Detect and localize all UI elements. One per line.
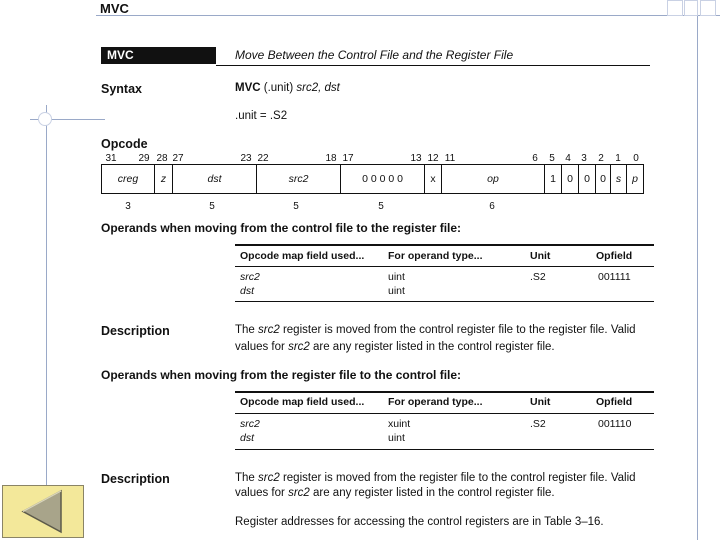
table1-col-type: For operand type... (388, 250, 483, 262)
desc1-label: Description (101, 324, 170, 338)
desc2-line3: Register addresses for accessing the control registers are in Table 3–16. (235, 516, 604, 528)
desc2-label: Description (101, 472, 170, 486)
table1-cell: 001111 (598, 271, 631, 283)
desc2-text: register is moved from the register file to the control register file. Valid (279, 472, 636, 484)
bit-number: 18 (325, 153, 337, 164)
back-button[interactable] (2, 485, 84, 538)
table1-col-field: Opcode map field used... (240, 250, 365, 262)
bit-number: 29 (138, 153, 150, 164)
frame-square (667, 0, 683, 16)
frame-square (700, 0, 716, 16)
instruction-description: Move Between the Control File and the Register File (235, 48, 514, 62)
instruction-label: MVC (101, 47, 216, 64)
table2-col-opfield: Opfield (596, 396, 633, 408)
table1-header-rule (235, 266, 654, 267)
table1-cell: uint (388, 271, 405, 283)
desc2-operand: src2 (288, 487, 310, 499)
section1-heading: Operands when moving from the control file to the register file: (101, 221, 462, 235)
field-x: x (425, 165, 442, 193)
opcode-label: Opcode (101, 137, 148, 151)
syntax-unit-note: .unit = .S2 (235, 110, 288, 122)
desc1-line1 (235, 324, 636, 336)
table1-cell: src2 (240, 271, 260, 283)
frame-line-left (46, 105, 47, 485)
bit-number: 5 (549, 153, 555, 164)
bit-number: 27 (172, 153, 184, 164)
desc2-line1 (235, 472, 636, 484)
table1-col-unit: Unit (530, 250, 551, 262)
frame-line-top (96, 15, 720, 16)
triangle-left-icon (3, 486, 83, 537)
field-width: 6 (489, 201, 495, 212)
syntax-unit: (.unit) (263, 82, 294, 94)
table2-cell: 001110 (598, 418, 632, 430)
table2-cell: src2 (240, 418, 260, 430)
field-width: 5 (209, 201, 215, 212)
field-bit2: 0 (596, 165, 611, 193)
desc1-operand: src2 (288, 341, 310, 353)
bit-number: 28 (156, 153, 168, 164)
syntax-operands: src2, dst (296, 82, 340, 94)
field-s: s (611, 165, 627, 193)
field-width: 5 (293, 201, 299, 212)
bit-number: 22 (257, 153, 269, 164)
table2-col-field: Opcode map field used... (240, 396, 365, 408)
table2-col-unit: Unit (530, 396, 551, 408)
field-width: 3 (125, 201, 131, 212)
desc2-text: The (235, 472, 259, 484)
field-src2: src2 (257, 165, 341, 193)
field-bit3: 0 (579, 165, 596, 193)
table1-cell: dst (240, 285, 255, 297)
bit-number: 1 (615, 153, 621, 164)
bit-number: 6 (532, 153, 538, 164)
table1-col-opfield: Opfield (596, 250, 633, 262)
desc1-line2 (235, 341, 555, 353)
table1-bottom-rule (235, 301, 654, 302)
bit-number: 23 (240, 153, 252, 164)
frame-square (684, 0, 698, 16)
bit-number: 31 (105, 153, 117, 164)
table2-top-rule (235, 391, 654, 393)
table1-cell: uint (388, 285, 405, 297)
frame-line-right (697, 0, 698, 540)
desc1-text: register is moved from the control register file to the register file. Valid (279, 324, 636, 336)
field-zeros: 0 0 0 0 0 (341, 165, 425, 193)
table2-cell: .S2 (530, 418, 546, 430)
bit-number: 2 (598, 153, 604, 164)
desc2-text: values for (235, 487, 289, 499)
bit-number: 4 (565, 153, 571, 164)
table2-header-rule (235, 413, 654, 414)
page-title: MVC (100, 1, 129, 16)
field-creg: creg (102, 165, 155, 193)
desc1-operand: src2 (258, 324, 280, 336)
desc2-text: are any register listed in the control register file. (309, 487, 555, 499)
bit-number: 12 (427, 153, 439, 164)
desc1-text: The (235, 324, 259, 336)
field-p: p (632, 173, 638, 185)
syntax-mnemonic: MVC (235, 82, 261, 94)
opcode-field-table (101, 164, 644, 194)
desc2-operand: src2 (258, 472, 280, 484)
desc1-text: values for (235, 341, 289, 353)
table2-bottom-rule (235, 449, 654, 450)
syntax-line (235, 82, 340, 94)
bit-number: 11 (444, 153, 456, 164)
bit-number: 13 (410, 153, 422, 164)
field-z: z (155, 165, 173, 193)
desc1-text: are any register listed in the control register file. (309, 341, 555, 353)
table2-col-type: For operand type... (388, 396, 483, 408)
field-op: op (442, 165, 545, 193)
section2-heading: Operands when moving from the register file to the control file: (101, 368, 462, 382)
table2-cell: xuint (388, 418, 411, 430)
bit-number: 17 (342, 153, 354, 164)
bit-number: 0 (633, 153, 639, 164)
table1-top-rule (235, 244, 654, 246)
field-width: 5 (378, 201, 384, 212)
table2-cell: uint (388, 432, 405, 444)
table2-cell: dst (240, 432, 255, 444)
syntax-label: Syntax (101, 82, 142, 96)
bit-number: 3 (581, 153, 587, 164)
title-rule (216, 65, 650, 66)
frame-circle (38, 112, 52, 126)
field-bit4: 0 (562, 165, 579, 193)
table1-cell: .S2 (530, 271, 546, 283)
field-dst: dst (173, 165, 257, 193)
field-bit5: 1 (545, 165, 562, 193)
desc2-line2 (235, 487, 555, 499)
